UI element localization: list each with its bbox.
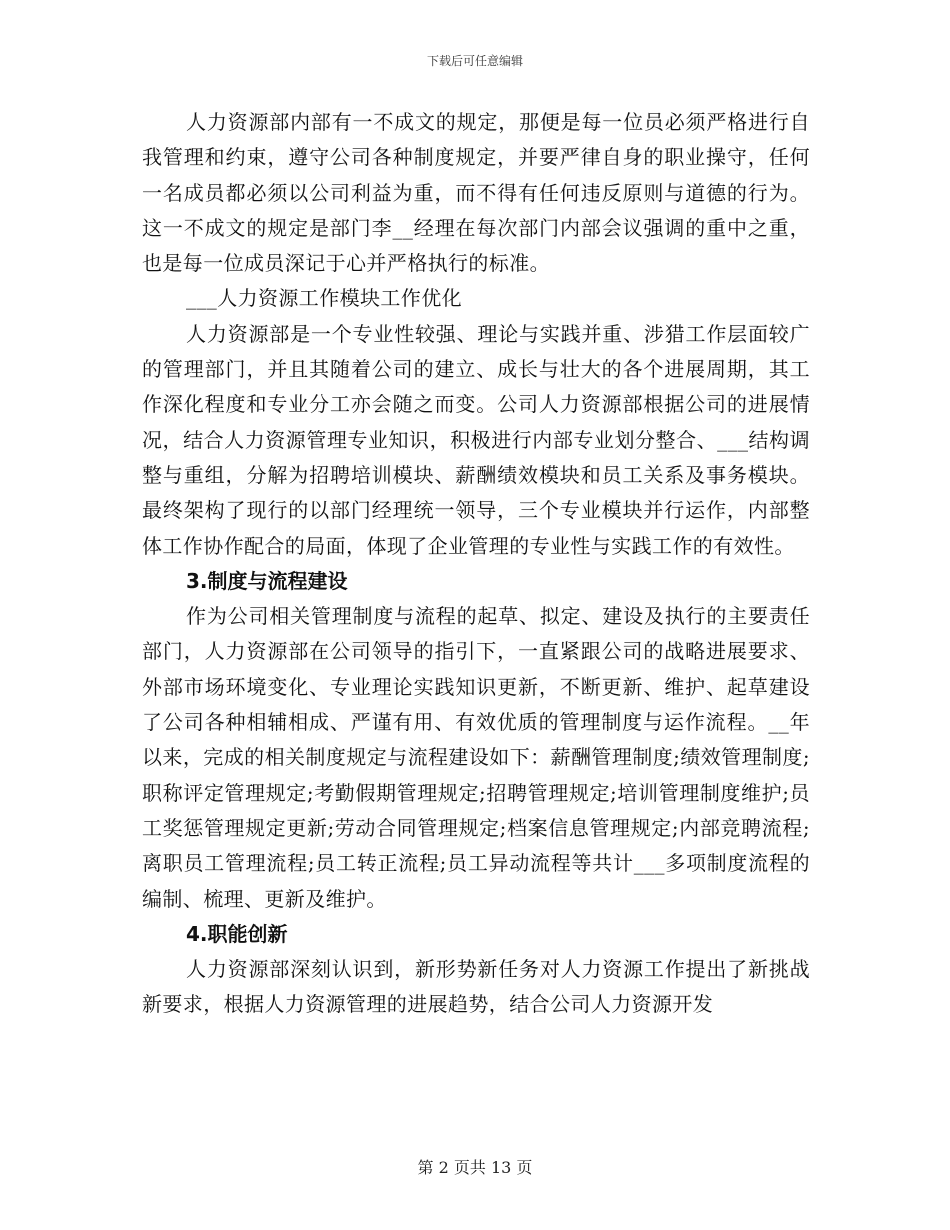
paragraph-function-innovation: 人力资源部深刻认识到，新形势新任务对人力资源工作提出了新挑战新要求，根据人力资源管理的进展趋势，结合公司人力资源开发 xyxy=(142,957,810,1017)
document-body xyxy=(142,105,810,1023)
page-header: 下载后可任意编辑 xyxy=(426,54,523,68)
paragraph-module-optimization: 人力资源部是一个专业性较强、理论与实践并重、涉猎工作层面较广的管理部门，并且其随着公司的建立、成长与壮大的各个进展周期，其工作深化程度和专业分工亦会随之而变。公司人力资源部根据公司的进展情况，结合人力资源管理专业知识，积极进行内部专业划分整合、___结构调整与重组，分解为招聘培训模块、薪酬绩效模块和员工关系及事务模块。最终架构了现行的以部门经理统一领导，三个专业模块并行运作，内部整体工作协作配合的局面，体现了企业管理的专业性与实践工作的有效性。 xyxy=(142,321,810,558)
paragraph-rules: 人力资源部内部有一不成文的规定，那便是每一位员必须严格进行自我管理和约束，遵守公司各种制度规定，并要严律自身的职业操守，任何一名成员都必须以公司利益为重，而不得有任何违反原则与道德的行为。这一不成文的规定是部门李__经理在每次部门内部会议强调的重中之重，也是每一位成员深记于心并严格执行的标准。 xyxy=(142,110,810,276)
paragraph-system-process: 作为公司相关管理制度与流程的起草、拟定、建设及执行的主要责任部门，人力资源部在公司领导的指引下，一直紧跟公司的战略进展要求、外部市场环境变化、专业理论实践知识更新，不断更新、维护、起草建设了公司各种相辅相成、严谨有用、有效优质的管理制度与运作流程。__年以来，完成的相关制度规定与流程建设如下：薪酬管理制度;绩效管理制度;职称评定管理规定;考勤假期管理规定;招聘管理规定;培训管理制度维护;员工奖惩管理规定更新;劳动合同管理规定;档案信息管理规定;内部竞聘流程;离职员工管理流程;员工转正流程;员工异动流程等共计___多项制度流程的编制、梳理、更新及维护。 xyxy=(142,604,810,911)
section-heading-system-process: 3.制度与流程建设 xyxy=(186,568,348,593)
paragraph-module-title: ___人力资源工作模块工作优化 xyxy=(186,286,462,311)
page-footer: 第 2 页共 13 页 xyxy=(417,1158,533,1177)
section-heading-function-innovation: 4.职能创新 xyxy=(186,921,288,946)
